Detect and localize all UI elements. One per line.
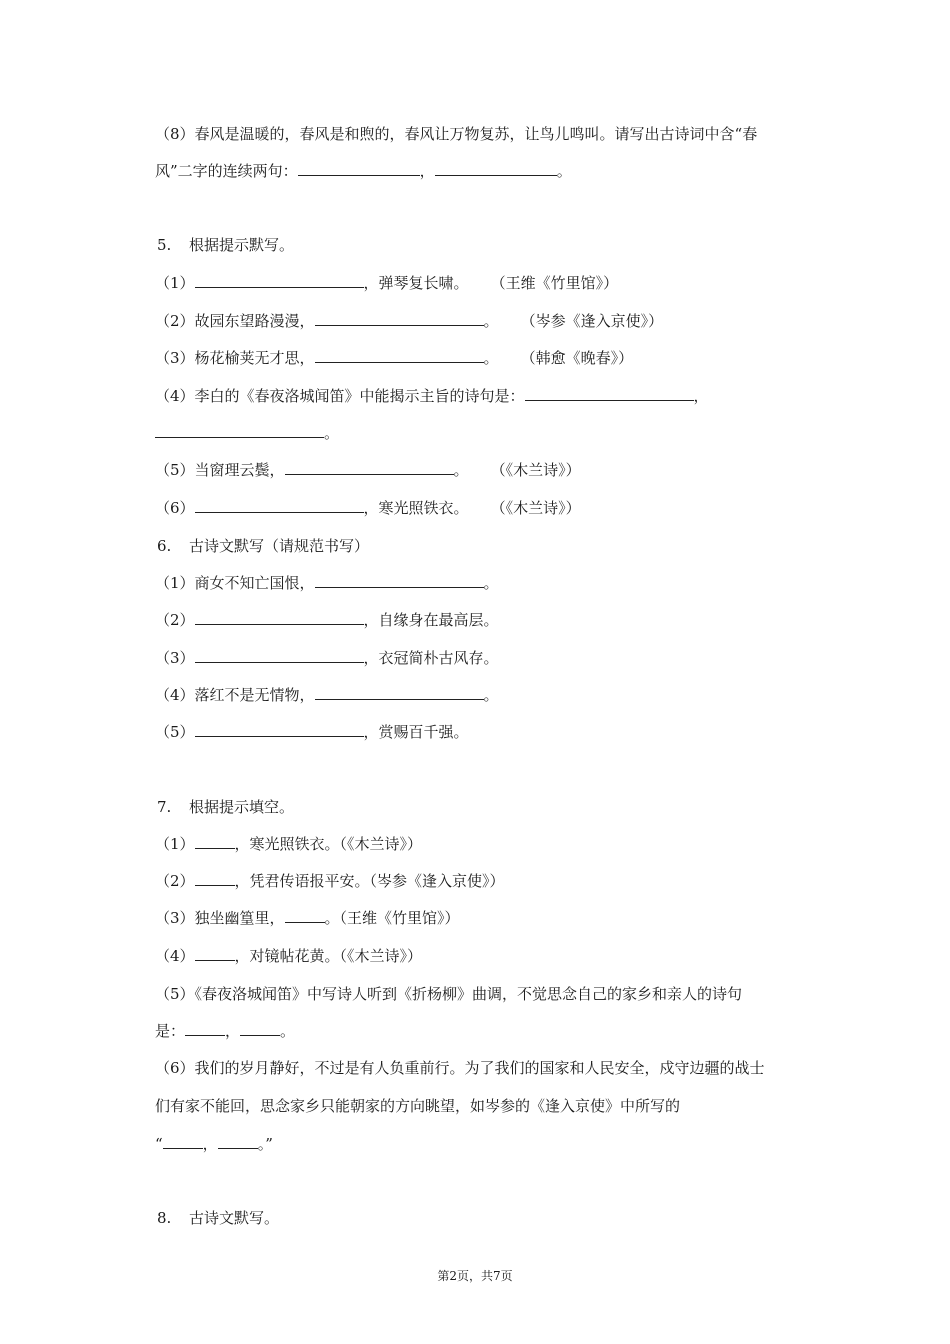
q5-item-4 (155, 385, 709, 407)
item-label: （2）故园东望路漫漫， (155, 312, 315, 330)
item-text: ，衣冠简朴古风存。 (363, 649, 499, 667)
q7-item-6-line1: （6）我们的岁月静好，不过是有人负重前行。为了我们的国家和人民安全，戍守边疆的战士 (155, 1059, 765, 1077)
q6-item-5 (155, 721, 469, 743)
q7-item-3 (155, 907, 460, 929)
answer-blank[interactable] (315, 684, 484, 700)
punct: 。 (556, 162, 572, 180)
item-source: （韩愈《晚春》） (520, 349, 634, 367)
item-label: （4）李白的《春夜洛城闻笛》中能揭示主旨的诗句是： (155, 387, 525, 405)
item-text: ，凭君传语报平安。（岑参《逢入京使》） (234, 872, 505, 890)
q7-item-2 (155, 870, 505, 892)
q6-item-2 (155, 609, 499, 631)
answer-blank[interactable] (195, 647, 364, 663)
item-text: ，寒光照铁衣。 (363, 499, 469, 517)
answer-blank[interactable] (435, 160, 557, 176)
answer-blank[interactable] (285, 907, 325, 923)
question-number: 8. (157, 1209, 172, 1227)
item-label: 是： (155, 1022, 186, 1040)
item-label: （4） (155, 947, 195, 965)
item-label: （1）商女不知亡国恨， (155, 574, 315, 592)
answer-blank[interactable] (218, 1133, 258, 1149)
question-number: 5. (157, 236, 172, 254)
q7-item-6-line2: 们有家不能回，思念家乡只能朝家的方向眺望，如岑参的《逢入京使》中所写的 (155, 1097, 681, 1115)
item-text: 。 (453, 461, 469, 479)
punct: 。” (257, 1135, 273, 1153)
q4-item-8-prefix: 风”二字的连续两句： (155, 162, 298, 180)
q5-item-1 (155, 272, 618, 294)
item-label: （3） (155, 649, 195, 667)
answer-blank[interactable] (163, 1133, 203, 1149)
answer-blank[interactable] (240, 1020, 280, 1036)
answer-blank[interactable] (155, 422, 324, 438)
item-label: （5） (155, 723, 195, 741)
item-label: （2） (155, 611, 195, 629)
q7-item-4 (155, 945, 422, 967)
answer-blank[interactable] (315, 572, 484, 588)
item-text: ， (693, 387, 709, 405)
q5-item-6 (155, 497, 581, 519)
question-5-heading (157, 234, 294, 256)
item-label: （1） (155, 835, 195, 853)
answer-blank[interactable] (315, 347, 484, 363)
q4-item-8-line2 (155, 160, 572, 182)
answer-blank[interactable] (195, 272, 364, 288)
q4-item-8-line1: （8）春风是温暖的，春风是和煦的，春风让万物复苏，让鸟儿鸣叫。请写出古诗词中含“春 (155, 125, 758, 143)
item-text: 。（王维《竹里馆》） (324, 909, 460, 927)
question-title: 根据提示填空。 (189, 798, 295, 816)
q7-item-5-line2 (155, 1020, 295, 1042)
q7-item-6-line3 (155, 1133, 273, 1155)
item-label: （2） (155, 872, 195, 890)
q6-item-1 (155, 572, 499, 594)
answer-blank[interactable] (195, 870, 235, 886)
punct: “ (155, 1135, 163, 1153)
item-text: 。 (483, 574, 499, 592)
item-text: ，弹琴复长啸。 (363, 274, 469, 292)
q7-item-5-line1: （5）《春夜洛城闻笛》中写诗人听到《折杨柳》曲调，不觉思念自己的家乡和亲人的诗句 (155, 985, 743, 1003)
question-title: 古诗文默写（请规范书写） (189, 537, 370, 555)
q7-item-1 (155, 833, 422, 855)
question-title: 根据提示默写。 (189, 236, 295, 254)
answer-blank[interactable] (525, 385, 694, 401)
item-text: 。 (483, 312, 499, 330)
answer-blank[interactable] (195, 833, 235, 849)
question-number: 6. (157, 537, 172, 555)
item-label: （3）杨花榆荚无才思， (155, 349, 315, 367)
question-8-heading (157, 1207, 279, 1229)
item-text: ，赏赐百千强。 (363, 723, 469, 741)
item-source: （《木兰诗》） (490, 499, 581, 517)
question-number: 7. (157, 798, 172, 816)
answer-blank[interactable] (298, 160, 420, 176)
answer-blank[interactable] (195, 609, 364, 625)
answer-blank[interactable] (195, 721, 364, 737)
question-title: 古诗文默写。 (189, 1209, 280, 1227)
item-text: 。 (483, 686, 499, 704)
q5-item-4-cont (155, 422, 339, 444)
item-label: （1） (155, 274, 195, 292)
item-label: （5）当窗理云鬓， (155, 461, 285, 479)
punct: ， (225, 1022, 241, 1040)
item-label: （4）落红不是无情物， (155, 686, 315, 704)
q6-item-4 (155, 684, 499, 706)
punct: ， (202, 1135, 218, 1153)
item-source: （王维《竹里馆》） (490, 274, 619, 292)
answer-blank[interactable] (195, 945, 235, 961)
answer-blank[interactable] (285, 459, 454, 475)
item-text: 。 (324, 424, 340, 442)
item-text: ，自缘身在最高层。 (363, 611, 499, 629)
punct: ， (419, 162, 435, 180)
answer-blank[interactable] (185, 1020, 225, 1036)
q6-item-3 (155, 647, 499, 669)
punct: 。 (280, 1022, 296, 1040)
answer-blank[interactable] (315, 310, 484, 326)
q5-item-5 (155, 459, 581, 481)
question-6-heading (157, 535, 369, 557)
question-7-heading (157, 796, 294, 818)
item-source: （岑参《逢入京使》） (520, 312, 664, 330)
q5-item-2 (155, 310, 663, 332)
item-source: （《木兰诗》） (490, 461, 581, 479)
item-label: （6） (155, 499, 195, 517)
answer-blank[interactable] (195, 497, 364, 513)
page-footer: 第2页，共7页 (437, 1269, 513, 1283)
item-text: 。 (483, 349, 499, 367)
item-text: ，对镜帖花黄。（《木兰诗》） (234, 947, 423, 965)
item-label: （3）独坐幽篁里， (155, 909, 285, 927)
q5-item-3 (155, 347, 633, 369)
item-text: ，寒光照铁衣。（《木兰诗》） (234, 835, 423, 853)
